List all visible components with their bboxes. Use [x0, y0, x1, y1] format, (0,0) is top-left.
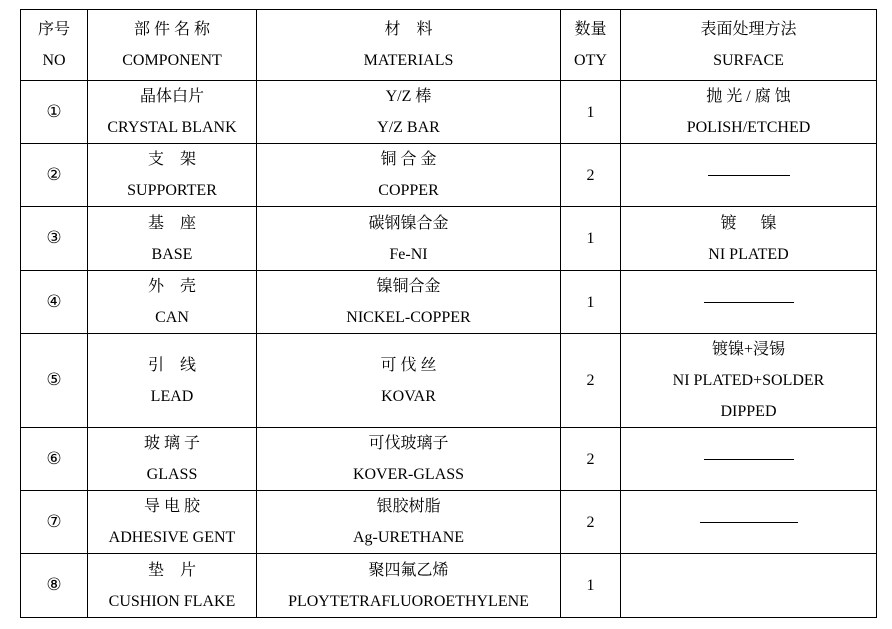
material-cn: Y/Z 棒 [385, 88, 432, 105]
material-cell [257, 334, 561, 428]
row-number [21, 81, 88, 144]
qty-value: 1 [586, 230, 595, 247]
surface-line: POLISH/ETCHED [686, 119, 811, 136]
surface-dash [708, 175, 790, 176]
row-number [21, 144, 88, 207]
surface-dash [704, 459, 794, 460]
material-cn: 可伐玻璃子 [368, 435, 449, 452]
material-cn: 镍铜合金 [376, 278, 441, 295]
table-row [21, 81, 877, 144]
material-cn: 聚四氟乙烯 [368, 561, 449, 579]
qty-value: 1 [586, 293, 595, 311]
material-en: Fe-NI [389, 245, 428, 263]
header-surface-en: SURFACE [713, 52, 784, 69]
table-row [21, 207, 877, 271]
qty-cell [561, 491, 621, 554]
material-cell [257, 554, 561, 618]
material-cell [257, 207, 561, 271]
header-materials-cn: 材 料 [384, 21, 433, 38]
qty-cell [561, 207, 621, 271]
component-en: CAN [155, 309, 189, 326]
component-cn: 基 座 [147, 214, 196, 232]
row-number-label: ⑥ [46, 448, 62, 469]
row-number-label: ④ [46, 291, 62, 312]
material-cn: 可 伐 丝 [380, 356, 437, 374]
component-cn: 引 线 [147, 356, 196, 374]
surface-cell [621, 428, 877, 491]
row-number [21, 334, 88, 428]
qty-value: 2 [586, 513, 595, 531]
row-number [21, 271, 88, 334]
component-cell [88, 428, 257, 491]
header-materials [257, 10, 561, 81]
component-en: CUSHION FLAKE [108, 592, 236, 610]
qty-value: 2 [586, 372, 595, 389]
material-en: Ag-URETHANE [352, 529, 465, 546]
component-cn: 晶体白片 [139, 88, 204, 105]
header-component-en: COMPONENT [122, 52, 222, 69]
header-component-cn: 部 件 名 称 [133, 21, 210, 38]
table-row [21, 554, 877, 618]
material-cell [257, 271, 561, 334]
qty-value: 1 [586, 577, 595, 594]
material-cell [257, 491, 561, 554]
table-row [21, 491, 877, 554]
component-en: GLASS [146, 466, 198, 483]
header-no-en: NO [42, 52, 66, 69]
material-en: Y/Z BAR [377, 119, 440, 136]
surface-dash [700, 522, 798, 523]
row-number [21, 554, 88, 618]
header-materials-en: MATERIALS [363, 52, 454, 69]
qty-cell [561, 428, 621, 491]
surface-line: NI PLATED [708, 245, 789, 263]
header-row [21, 10, 877, 81]
component-en: SUPPORTER [127, 182, 217, 199]
table-row [21, 334, 877, 428]
material-en: COPPER [378, 182, 439, 199]
components-table [20, 9, 877, 618]
qty-value: 2 [586, 450, 595, 468]
material-cell [257, 144, 561, 207]
qty-cell [561, 144, 621, 207]
row-number-label: ⑧ [46, 575, 62, 595]
component-cell [88, 207, 257, 271]
qty-value: 1 [586, 103, 595, 121]
surface-line: 镀 镍 [720, 214, 777, 232]
component-en: LEAD [150, 387, 194, 405]
header-component [88, 10, 257, 81]
surface-cell [621, 271, 877, 334]
qty-cell [561, 334, 621, 428]
row-number-label: ① [46, 101, 62, 122]
header-no-cn: 序号 [37, 21, 70, 38]
component-cn: 外 壳 [147, 278, 196, 295]
surface-line: 镀镍+浸锡 [711, 341, 786, 358]
component-cn: 支 架 [147, 151, 196, 168]
component-cell [88, 271, 257, 334]
row-number-label: ③ [46, 228, 62, 248]
table-row [21, 428, 877, 491]
row-number-label: ⑤ [46, 370, 62, 390]
header-qty-en: OTY [574, 52, 607, 69]
row-number [21, 428, 88, 491]
header-qty [561, 10, 621, 81]
surface-cell [621, 144, 877, 207]
material-cell [257, 428, 561, 491]
header-surface-cn: 表面处理方法 [700, 21, 797, 38]
header-no [21, 10, 88, 81]
material-en: KOVAR [381, 387, 436, 405]
component-en: ADHESIVE GENT [108, 529, 236, 546]
material-cell [257, 81, 561, 144]
surface-line: 抛 光 / 腐 蚀 [706, 88, 791, 105]
header-qty-cn: 数量 [574, 21, 607, 38]
component-cell [88, 81, 257, 144]
component-cn: 玻 璃 子 [143, 435, 200, 452]
table-row [21, 144, 877, 207]
table-row [21, 271, 877, 334]
surface-cell [621, 554, 877, 618]
surface-cell [621, 207, 877, 271]
row-number-label: ② [46, 164, 62, 185]
header-surface [621, 10, 877, 81]
component-en: CRYSTAL BLANK [107, 119, 237, 136]
surface-line: NI PLATED+SOLDER [672, 372, 825, 389]
material-cn: 铜 合 金 [380, 151, 437, 168]
row-number [21, 207, 88, 271]
surface-dash [704, 302, 794, 303]
material-cn: 碳钢镍合金 [368, 214, 449, 232]
component-en: BASE [151, 245, 193, 263]
qty-value: 2 [586, 166, 595, 184]
surface-line: DIPPED [720, 403, 777, 420]
row-number [21, 491, 88, 554]
material-cn: 银胶树脂 [376, 498, 441, 515]
component-cell [88, 144, 257, 207]
qty-cell [561, 554, 621, 618]
component-cell [88, 334, 257, 428]
surface-cell [621, 81, 877, 144]
qty-cell [561, 81, 621, 144]
surface-cell [621, 491, 877, 554]
row-number-label: ⑦ [46, 511, 62, 532]
material-en: KOVER-GLASS [352, 466, 465, 483]
surface-cell [621, 334, 877, 428]
qty-cell [561, 271, 621, 334]
material-en: NICKEL-COPPER [346, 309, 471, 326]
component-cell [88, 554, 257, 618]
component-cn: 导 电 胶 [143, 498, 200, 515]
component-cn: 垫 片 [147, 561, 196, 579]
component-cell [88, 491, 257, 554]
material-en: PLOYTETRAFLUOROETHYLENE [288, 592, 529, 610]
